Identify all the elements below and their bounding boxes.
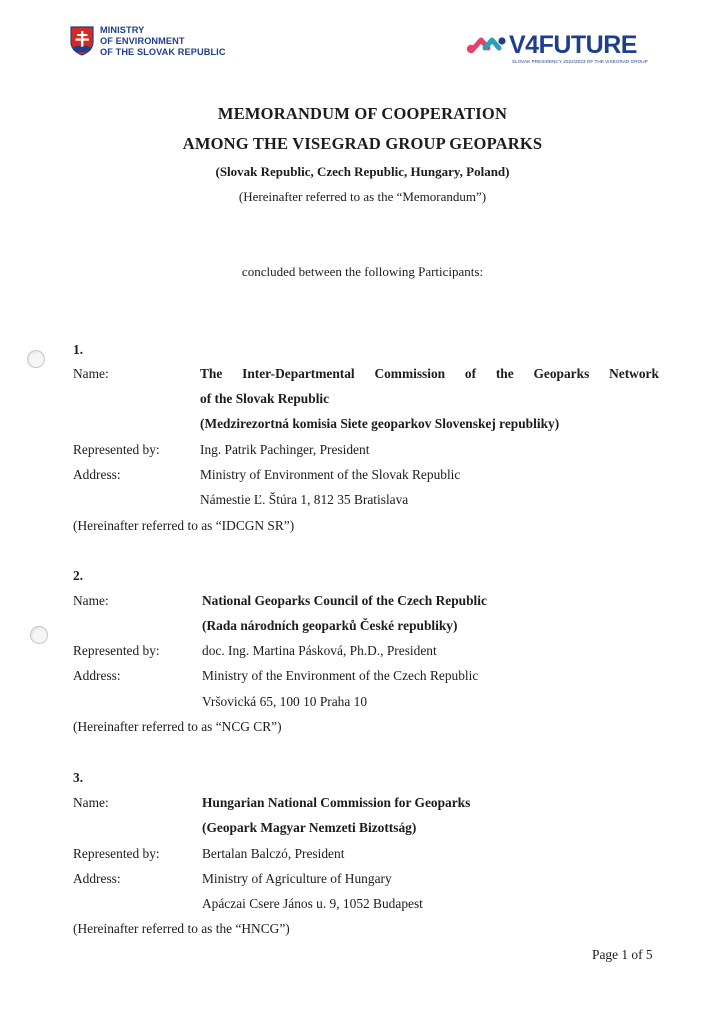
participant-1-address-label: Address:	[73, 467, 121, 482]
page-number: Page 1 of 5	[592, 947, 653, 962]
participant-2-address-line-2: Vršovická 65, 100 10 Praha 10	[202, 694, 368, 709]
ministry-line-1: MINISTRY	[100, 25, 145, 35]
participant-1-reference: (Hereinafter referred to as “IDCGN SR”)	[73, 518, 295, 533]
participant-2-address-label: Address:	[73, 668, 121, 683]
ministry-line-2: OF ENVIRONMENT	[100, 36, 185, 46]
name-word: the	[495, 366, 514, 381]
participant-2-name-label: Name:	[73, 593, 109, 608]
ministry-logo	[70, 24, 240, 64]
participant-1-name-label: Name:	[73, 366, 109, 381]
participant-3-represented-label: Represented by:	[73, 846, 160, 861]
name-word: Geoparks	[533, 366, 590, 381]
participant-1-name-line-2: of the Slovak Republic	[200, 391, 330, 406]
document-subtitle: (Slovak Republic, Czech Republic, Hungary, Poland)	[215, 164, 510, 179]
participant-2-number: 2.	[73, 568, 84, 583]
name-word: Network	[609, 366, 659, 381]
name-word: Inter-Departmental	[242, 366, 355, 381]
participant-2-address-line-1: Ministry of the Environment of the Czech Republic	[202, 668, 479, 683]
participant-1-name-native: (Medzirezortná komisia Siete geoparkov Slovenskej republiky)	[200, 416, 560, 431]
participant-2-reference: (Hereinafter referred to as “NCG CR”)	[73, 719, 282, 734]
participant-2-name: National Geoparks Council of the Czech Republic	[202, 593, 487, 608]
participant-1-represented-label: Represented by:	[73, 442, 160, 457]
participant-1-address-line-1: Ministry of Environment of the Slovak Republic	[200, 467, 461, 482]
participant-2-name-native: (Rada národních geoparků České republiky)	[202, 618, 458, 633]
participant-1-address-line-2: Námestie Ľ. Štúra 1, 812 35 Bratislava	[200, 492, 409, 507]
ministry-name	[100, 25, 226, 58]
v4-logo-subtitle: SLOVAK PRESIDENCY 2022/2023 OF THE VISEGRAD GROUP	[512, 59, 648, 64]
document-title-line-1: MEMORANDUM OF COOPERATION	[217, 104, 508, 123]
name-word: of	[464, 366, 477, 381]
participant-3-name-native: (Geopark Magyar Nemzeti Bizottság)	[202, 820, 417, 835]
participant-2-representative: doc. Ing. Martina Pásková, Ph.D., President	[202, 643, 437, 658]
participant-3-address-line-1: Ministry of Agriculture of Hungary	[202, 871, 392, 886]
participant-3-name: Hungarian National Commission for Geoparks	[202, 795, 471, 810]
document-title-line-2: AMONG THE VISEGRAD GROUP GEOPARKS	[182, 134, 543, 153]
participant-1-number: 1.	[73, 342, 84, 357]
punch-hole	[30, 626, 48, 644]
participant-3-number: 3.	[73, 770, 84, 785]
name-word: Commission	[374, 366, 446, 381]
v4-logo-title: V4FUTURE	[509, 31, 637, 59]
participant-1-name	[200, 366, 659, 382]
punch-hole	[27, 350, 45, 368]
participant-3-representative: Bertalan Balczó, President	[202, 846, 345, 861]
memorandum-reference: (Hereinafter referred to as the “Memorandum”)	[238, 189, 487, 204]
ministry-line-3: OF THE SLOVAK REPUBLIC	[100, 47, 226, 57]
v4-future-logo	[466, 30, 666, 70]
name-word: The	[200, 366, 223, 381]
participant-3-address-line-2: Apáczai Csere János u. 9, 1052 Budapest	[202, 896, 423, 911]
participant-3-reference: (Hereinafter referred to as the “HNCG”)	[73, 921, 290, 936]
slovak-coat-of-arms-icon	[70, 26, 94, 56]
participant-3-address-label: Address:	[73, 871, 121, 886]
participant-2-represented-label: Represented by:	[73, 643, 160, 658]
participant-1-representative: Ing. Patrik Pachinger, President	[200, 442, 370, 457]
concluded-text: concluded between the following Participants:	[241, 264, 484, 279]
participant-3-name-label: Name:	[73, 795, 109, 810]
v4-wave-icon	[466, 34, 506, 56]
